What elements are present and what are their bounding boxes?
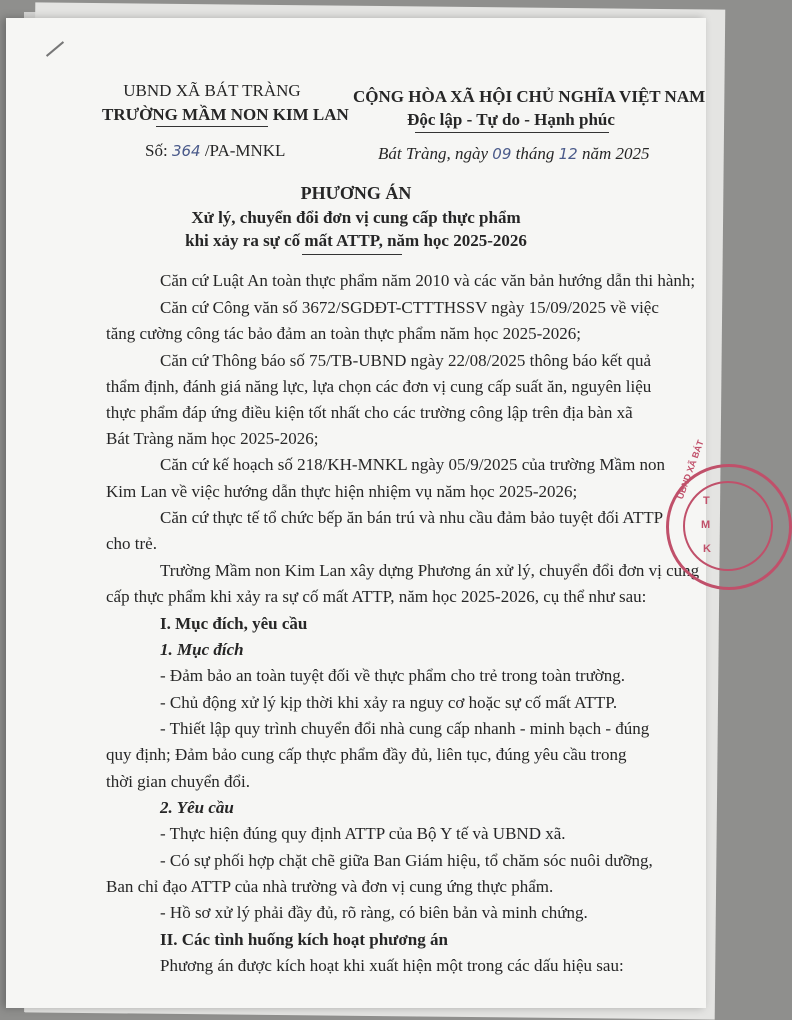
left-header-rule	[156, 126, 268, 127]
intro-line-a: Trường Mầm non Kim Lan xây dựng Phương án xử lý, chuyển đổi đơn vị cung	[160, 561, 700, 580]
requirement-item-3: - Hồ sơ xử lý phải đầy đủ, rõ ràng, có biên bản và minh chứng.	[160, 903, 588, 922]
section-2-heading: II. Các tình huống kích hoạt phương án	[160, 930, 448, 949]
number-handwritten: 364	[171, 142, 201, 160]
document-page	[6, 18, 711, 1008]
stamp-letter-3: K	[703, 543, 711, 555]
requirement-item-1: - Thực hiện đúng quy định ATTP của Bộ Y tế và UBND xã.	[160, 824, 566, 843]
subsection-1-heading: 1. Mục đích	[160, 640, 244, 659]
date-suffix: năm 2025	[581, 144, 650, 163]
date-month-handwritten: 12	[558, 145, 578, 163]
subsection-2-heading: 2. Yêu cầu	[160, 798, 234, 817]
official-stamp	[666, 438, 792, 590]
purpose-item-3a: - Thiết lập quy trình chuyển đổi nhà cung cấp nhanh - minh bạch - đúng	[160, 719, 650, 738]
national-motto: Độc lập - Tự do - Hạnh phúc	[407, 110, 615, 129]
requirement-item-2a: - Có sự phối hợp chặt chẽ giữa Ban Giám hiệu, tổ chăm sóc nuôi dưỡng,	[160, 851, 653, 870]
stamp-letter-1: T	[703, 495, 710, 507]
requirement-item-2b: Ban chỉ đạo ATTP của nhà trường và đơn vị cung ứng thực phẩm.	[106, 877, 554, 896]
number-prefix: Số:	[145, 141, 168, 160]
purpose-item-1: - Đảm bảo an toàn tuyệt đối về thực phẩm cho trẻ trong toàn trường.	[160, 666, 626, 685]
basis-line-3a: Căn cứ Thông báo số 75/TB-UBND ngày 22/08/2025 thông báo kết quả	[160, 351, 651, 370]
basis-line-5b: cho trẻ.	[106, 534, 157, 553]
basis-line-4b: Kim Lan về việc hướng dẫn thực hiện nhiệm vụ năm học 2025-2026;	[106, 482, 578, 501]
basis-line-2b: tăng cường công tác bảo đảm an toàn thực phẩm năm học 2025-2026;	[106, 324, 581, 343]
country-name: CỘNG HÒA XÃ HỘI CHỦ NGHĨA VIỆT NAM	[353, 87, 706, 106]
title-subline-1: Xử lý, chuyển đổi đơn vị cung cấp thực phẩm	[191, 208, 521, 227]
basis-line-2a: Căn cứ Công văn số 3672/SGDĐT-CTTTHSSV ngày 15/09/2025 về việc	[160, 298, 659, 317]
basis-line-3c: thực phẩm đáp ứng điều kiện tốt nhất cho các trường công lập trên địa bàn xã	[106, 403, 633, 422]
date-mid: tháng	[515, 144, 555, 163]
purpose-item-2: - Chủ động xử lý kịp thời khi xảy ra nguy cơ hoặc sự cố mất ATTP.	[160, 693, 618, 712]
basis-line-4a: Căn cứ kế hoạch số 218/KH-MNKL ngày 05/9/2025 của trường Mầm non	[160, 455, 666, 474]
purpose-item-3b: quy định; Đảm bảo cung cấp thực phẩm đầy đủ, liên tục, đúng yêu cầu trong	[106, 745, 627, 764]
basis-line-3b: thẩm định, đánh giá năng lực, lựa chọn các đơn vị cung cấp suất ăn, nguyên liệu	[106, 377, 652, 396]
agency-name: UBND XÃ BÁT TRÀNG	[123, 81, 301, 100]
document-date	[378, 144, 650, 164]
number-suffix: /PA-MNKL	[204, 141, 286, 160]
title-subline-2: khi xảy ra sự cố mất ATTP, năm học 2025-2026	[185, 231, 527, 250]
basis-line-5a: Căn cứ thực tế tổ chức bếp ăn bán trú và nhu cầu đảm bảo tuyệt đối ATTP	[160, 508, 664, 527]
purpose-item-3c: thời gian chuyển đổi.	[106, 772, 251, 791]
basis-line-3d: Bát Tràng năm học 2025-2026;	[106, 429, 319, 448]
activation-intro: Phương án được kích hoạt khi xuất hiện một trong các dấu hiệu sau:	[160, 956, 624, 975]
stamp-ring-text: UBND XÃ BÁT	[675, 438, 706, 501]
date-day-handwritten: 09	[492, 145, 512, 163]
document-title: PHƯƠNG ÁN	[300, 183, 412, 203]
intro-line-b: cấp thực phẩm khi xảy ra sự cố mất ATTP, năm học 2025-2026, cụ thể như sau:	[106, 587, 647, 606]
basis-line-1: Căn cứ Luật An toàn thực phẩm năm 2010 và các văn bản hướng dẫn thi hành;	[160, 271, 696, 290]
date-prefix: Bát Tràng, ngày	[378, 144, 489, 163]
title-rule	[302, 254, 402, 255]
stamp-letter-2: M	[701, 519, 711, 531]
school-name: TRƯỜNG MẦM NON KIM LAN	[102, 105, 349, 124]
pen-mark	[46, 41, 64, 57]
document-number	[145, 141, 285, 161]
stamp-inner-ring	[683, 481, 773, 571]
section-1-heading: I. Mục đích, yêu cầu	[160, 614, 308, 633]
right-header-rule	[415, 132, 609, 133]
